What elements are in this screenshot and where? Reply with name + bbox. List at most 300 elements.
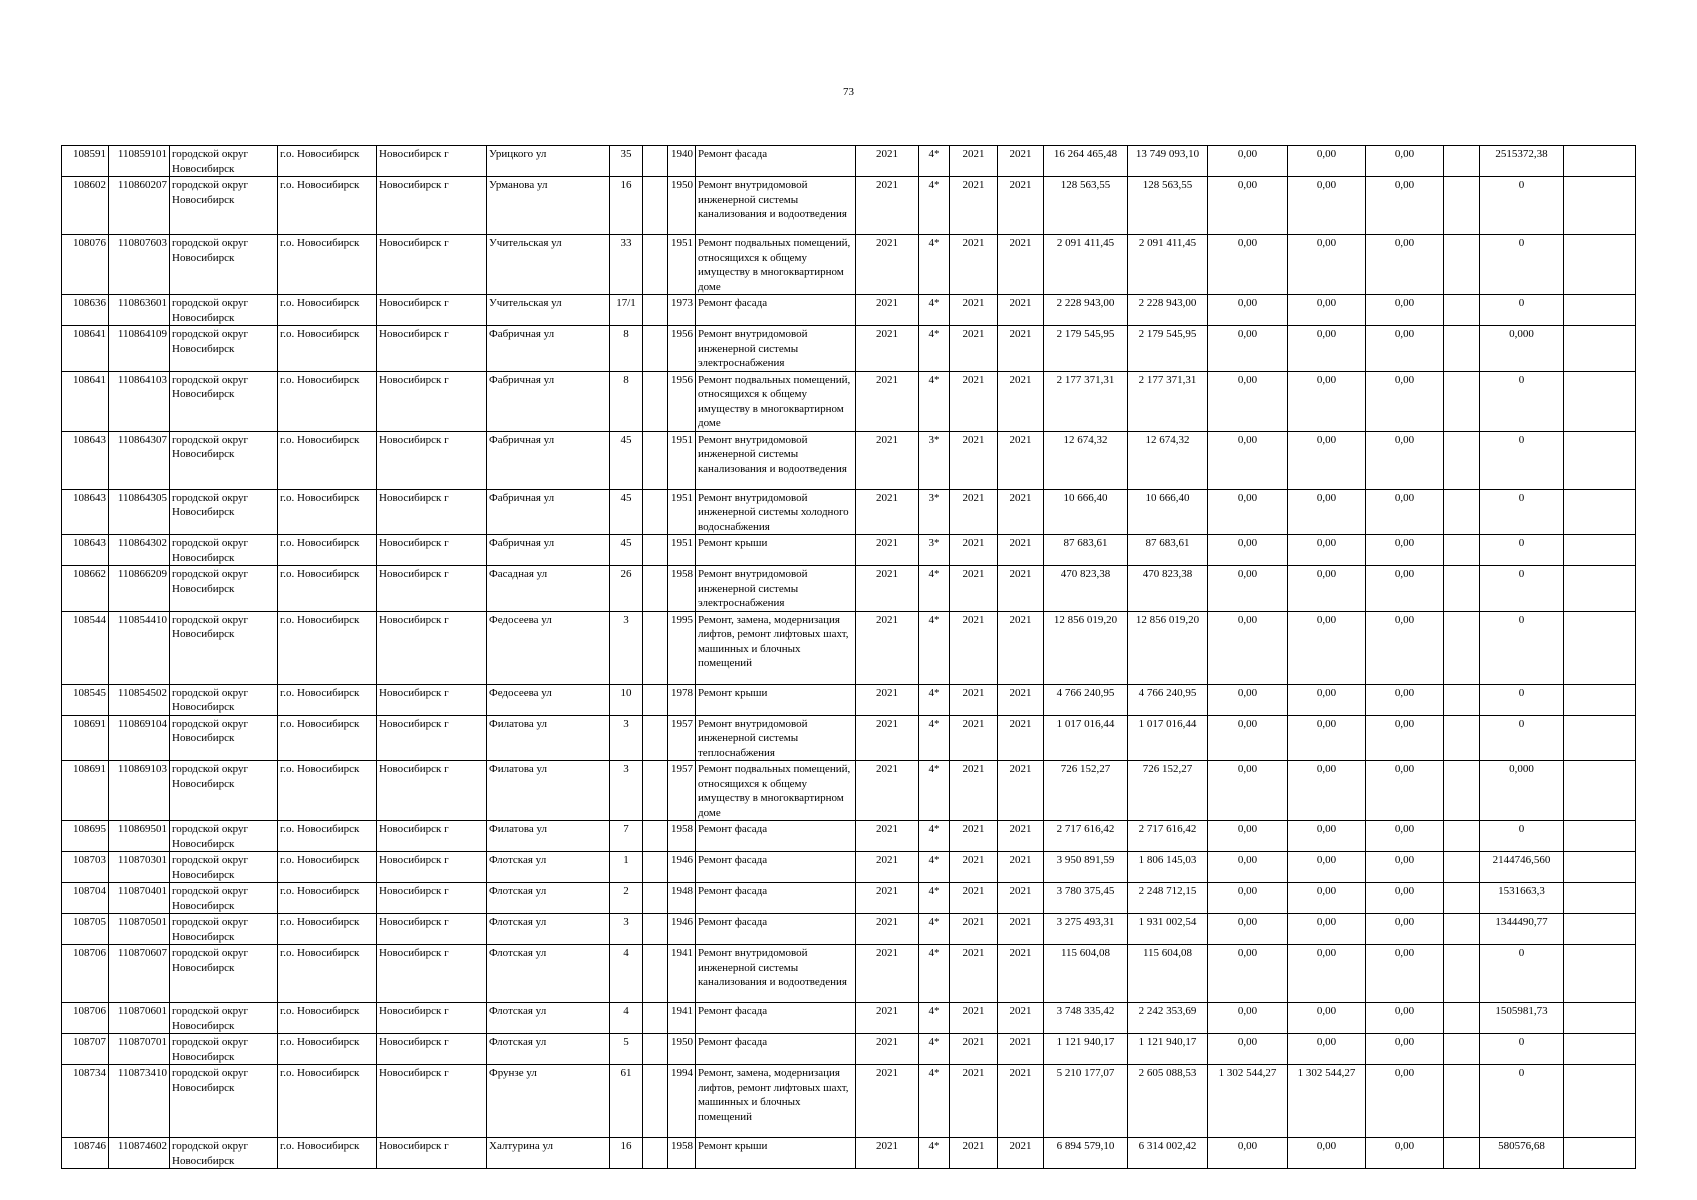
cell-fund-cost: 2 248 712,15 [1128, 883, 1208, 914]
cell-code: 110860207 [109, 177, 170, 235]
cell-city: Новосибирск г [377, 1065, 487, 1138]
cell-district: городской округ Новосибирск [170, 146, 278, 177]
cell-city: Новосибирск г [377, 326, 487, 372]
cell-municipality: г.о. Новосибирск [278, 295, 377, 326]
cell-id: 108643 [62, 431, 109, 489]
cell-last [1564, 295, 1636, 326]
cell-c3: 0,00 [1366, 914, 1444, 945]
cell-street: Филатова ул [487, 715, 610, 761]
cell-street: Фасадная ул [487, 566, 610, 612]
cell-category: 4* [919, 146, 950, 177]
cell-plan-year: 2021 [856, 821, 919, 852]
cell-other: 1531663,3 [1480, 883, 1564, 914]
cell-code: 110873410 [109, 1065, 170, 1138]
cell-plan-year: 2021 [856, 914, 919, 945]
cell-year-built: 1957 [668, 761, 696, 821]
cell-end-year: 2021 [998, 914, 1044, 945]
cell-house: 45 [610, 489, 643, 535]
cell-district: городской округ Новосибирск [170, 852, 278, 883]
cell-work: Ремонт внутридомовой инженерной системы канализования и водоотведения [696, 431, 856, 489]
cell-code: 110870301 [109, 852, 170, 883]
cell-last [1564, 914, 1636, 945]
cell-total-cost: 726 152,27 [1044, 761, 1128, 821]
cell-code: 110869104 [109, 715, 170, 761]
cell-code: 110866209 [109, 566, 170, 612]
cell-end-year: 2021 [998, 295, 1044, 326]
cell-id: 108734 [62, 1065, 109, 1138]
cell-house: 4 [610, 945, 643, 1003]
table-row [62, 431, 1636, 489]
cell-city: Новосибирск г [377, 566, 487, 612]
cell-year-built: 1958 [668, 1138, 696, 1169]
cell-c1: 0,00 [1208, 852, 1288, 883]
cell-code: 110864305 [109, 489, 170, 535]
cell-district: городской округ Новосибирск [170, 326, 278, 372]
cell-other: 0 [1480, 611, 1564, 684]
cell-street: Федосеева ул [487, 684, 610, 715]
cell-end-year: 2021 [998, 684, 1044, 715]
cell-total-cost: 4 766 240,95 [1044, 684, 1128, 715]
table-row [62, 177, 1636, 235]
page-number: 73 [843, 86, 854, 98]
cell-c1: 0,00 [1208, 371, 1288, 431]
cell-year-built: 1941 [668, 1003, 696, 1034]
cell-start-year: 2021 [950, 821, 998, 852]
cell-last [1564, 715, 1636, 761]
cell-house: 5 [610, 1034, 643, 1065]
cell-building [643, 761, 668, 821]
table-row [62, 535, 1636, 566]
cell-district: городской округ Новосибирск [170, 821, 278, 852]
cell-id: 108703 [62, 852, 109, 883]
cell-street: Учительская ул [487, 235, 610, 295]
cell-street: Учительская ул [487, 295, 610, 326]
cell-c3: 0,00 [1366, 235, 1444, 295]
cell-total-cost: 470 823,38 [1044, 566, 1128, 612]
cell-street: Фабричная ул [487, 489, 610, 535]
cell-category: 4* [919, 761, 950, 821]
cell-code: 110807603 [109, 235, 170, 295]
cell-c4 [1444, 1034, 1480, 1065]
cell-total-cost: 128 563,55 [1044, 177, 1128, 235]
cell-id: 108746 [62, 1138, 109, 1169]
cell-district: городской округ Новосибирск [170, 684, 278, 715]
cell-municipality: г.о. Новосибирск [278, 535, 377, 566]
cell-c1: 0,00 [1208, 431, 1288, 489]
cell-code: 110864109 [109, 326, 170, 372]
cell-municipality: г.о. Новосибирск [278, 371, 377, 431]
cell-start-year: 2021 [950, 431, 998, 489]
cell-last [1564, 177, 1636, 235]
cell-house: 3 [610, 715, 643, 761]
cell-district: городской округ Новосибирск [170, 1065, 278, 1138]
cell-c2: 1 302 544,27 [1288, 1065, 1366, 1138]
cell-street: Флотская ул [487, 1003, 610, 1034]
cell-c1: 0,00 [1208, 146, 1288, 177]
cell-city: Новосибирск г [377, 883, 487, 914]
cell-plan-year: 2021 [856, 1003, 919, 1034]
cell-start-year: 2021 [950, 566, 998, 612]
cell-city: Новосибирск г [377, 146, 487, 177]
cell-fund-cost: 2 242 353,69 [1128, 1003, 1208, 1034]
cell-street: Флотская ул [487, 914, 610, 945]
cell-c1: 0,00 [1208, 1003, 1288, 1034]
cell-other: 0 [1480, 235, 1564, 295]
cell-id: 108704 [62, 883, 109, 914]
cell-city: Новосибирск г [377, 1138, 487, 1169]
cell-plan-year: 2021 [856, 1065, 919, 1138]
cell-city: Новосибирск г [377, 535, 487, 566]
cell-year-built: 1951 [668, 489, 696, 535]
cell-id: 108641 [62, 326, 109, 372]
cell-year-built: 1994 [668, 1065, 696, 1138]
cell-street: Фабричная ул [487, 431, 610, 489]
cell-c3: 0,00 [1366, 1138, 1444, 1169]
cell-house: 17/1 [610, 295, 643, 326]
cell-total-cost: 1 017 016,44 [1044, 715, 1128, 761]
cell-c2: 0,00 [1288, 431, 1366, 489]
cell-other: 0 [1480, 684, 1564, 715]
cell-c3: 0,00 [1366, 535, 1444, 566]
cell-category: 4* [919, 945, 950, 1003]
cell-id: 108691 [62, 761, 109, 821]
cell-fund-cost: 2 177 371,31 [1128, 371, 1208, 431]
cell-fund-cost: 10 666,40 [1128, 489, 1208, 535]
cell-fund-cost: 115 604,08 [1128, 945, 1208, 1003]
cell-other: 0 [1480, 489, 1564, 535]
cell-id: 108705 [62, 914, 109, 945]
cell-id: 108662 [62, 566, 109, 612]
cell-end-year: 2021 [998, 715, 1044, 761]
cell-building [643, 326, 668, 372]
cell-end-year: 2021 [998, 611, 1044, 684]
table-row [62, 761, 1636, 821]
cell-last [1564, 371, 1636, 431]
table-row [62, 295, 1636, 326]
cell-category: 3* [919, 431, 950, 489]
cell-c2: 0,00 [1288, 1138, 1366, 1169]
cell-total-cost: 2 091 411,45 [1044, 235, 1128, 295]
cell-code: 110854410 [109, 611, 170, 684]
cell-start-year: 2021 [950, 945, 998, 1003]
cell-year-built: 1946 [668, 914, 696, 945]
cell-c3: 0,00 [1366, 945, 1444, 1003]
cell-house: 45 [610, 535, 643, 566]
cell-c2: 0,00 [1288, 295, 1366, 326]
cell-start-year: 2021 [950, 1034, 998, 1065]
table-row [62, 611, 1636, 684]
cell-fund-cost: 6 314 002,42 [1128, 1138, 1208, 1169]
cell-id: 108641 [62, 371, 109, 431]
cell-work: Ремонт фасада [696, 295, 856, 326]
cell-c4 [1444, 945, 1480, 1003]
cell-house: 61 [610, 1065, 643, 1138]
cell-work: Ремонт фасада [696, 1034, 856, 1065]
cell-id: 108076 [62, 235, 109, 295]
cell-city: Новосибирск г [377, 852, 487, 883]
repair-registry-table [61, 145, 1636, 1169]
cell-c1: 0,00 [1208, 761, 1288, 821]
cell-municipality: г.о. Новосибирск [278, 326, 377, 372]
cell-category: 4* [919, 611, 950, 684]
cell-code: 110870701 [109, 1034, 170, 1065]
cell-c2: 0,00 [1288, 1003, 1366, 1034]
cell-category: 4* [919, 295, 950, 326]
cell-building [643, 684, 668, 715]
cell-c1: 0,00 [1208, 945, 1288, 1003]
cell-end-year: 2021 [998, 1003, 1044, 1034]
cell-city: Новосибирск г [377, 914, 487, 945]
cell-municipality: г.о. Новосибирск [278, 1138, 377, 1169]
cell-c3: 0,00 [1366, 566, 1444, 612]
cell-building [643, 566, 668, 612]
cell-municipality: г.о. Новосибирск [278, 177, 377, 235]
cell-municipality: г.о. Новосибирск [278, 235, 377, 295]
cell-total-cost: 10 666,40 [1044, 489, 1128, 535]
cell-start-year: 2021 [950, 611, 998, 684]
cell-total-cost: 6 894 579,10 [1044, 1138, 1128, 1169]
cell-total-cost: 3 275 493,31 [1044, 914, 1128, 945]
cell-street: Флотская ул [487, 1034, 610, 1065]
cell-fund-cost: 470 823,38 [1128, 566, 1208, 612]
cell-house: 4 [610, 1003, 643, 1034]
cell-street: Флотская ул [487, 852, 610, 883]
cell-start-year: 2021 [950, 715, 998, 761]
cell-end-year: 2021 [998, 852, 1044, 883]
cell-plan-year: 2021 [856, 1138, 919, 1169]
cell-city: Новосибирск г [377, 945, 487, 1003]
cell-house: 2 [610, 883, 643, 914]
cell-start-year: 2021 [950, 235, 998, 295]
cell-c3: 0,00 [1366, 715, 1444, 761]
cell-building [643, 1138, 668, 1169]
cell-end-year: 2021 [998, 1065, 1044, 1138]
cell-building [643, 371, 668, 431]
cell-house: 16 [610, 177, 643, 235]
cell-c4 [1444, 431, 1480, 489]
cell-municipality: г.о. Новосибирск [278, 852, 377, 883]
cell-fund-cost: 12 674,32 [1128, 431, 1208, 489]
cell-c4 [1444, 566, 1480, 612]
cell-start-year: 2021 [950, 146, 998, 177]
cell-year-built: 1958 [668, 821, 696, 852]
cell-code: 110874602 [109, 1138, 170, 1169]
cell-start-year: 2021 [950, 535, 998, 566]
cell-last [1564, 945, 1636, 1003]
cell-category: 3* [919, 535, 950, 566]
cell-municipality: г.о. Новосибирск [278, 1065, 377, 1138]
cell-work: Ремонт, замена, модернизация лифтов, ремонт лифтовых шахт, машинных и блочных помещений [696, 611, 856, 684]
cell-fund-cost: 87 683,61 [1128, 535, 1208, 566]
cell-end-year: 2021 [998, 821, 1044, 852]
cell-last [1564, 1065, 1636, 1138]
cell-building [643, 235, 668, 295]
cell-c4 [1444, 761, 1480, 821]
cell-district: городской округ Новосибирск [170, 371, 278, 431]
cell-year-built: 1956 [668, 371, 696, 431]
cell-c3: 0,00 [1366, 684, 1444, 715]
cell-id: 108695 [62, 821, 109, 852]
cell-year-built: 1940 [668, 146, 696, 177]
cell-building [643, 431, 668, 489]
cell-city: Новосибирск г [377, 1003, 487, 1034]
cell-c4 [1444, 852, 1480, 883]
cell-id: 108545 [62, 684, 109, 715]
cell-district: городской округ Новосибирск [170, 883, 278, 914]
cell-work: Ремонт фасада [696, 914, 856, 945]
cell-c3: 0,00 [1366, 326, 1444, 372]
cell-fund-cost: 2 228 943,00 [1128, 295, 1208, 326]
cell-plan-year: 2021 [856, 883, 919, 914]
cell-district: городской округ Новосибирск [170, 235, 278, 295]
cell-building [643, 489, 668, 535]
table-row [62, 371, 1636, 431]
cell-plan-year: 2021 [856, 177, 919, 235]
cell-end-year: 2021 [998, 761, 1044, 821]
cell-total-cost: 5 210 177,07 [1044, 1065, 1128, 1138]
cell-other: 580576,68 [1480, 1138, 1564, 1169]
cell-category: 4* [919, 177, 950, 235]
cell-category: 4* [919, 914, 950, 945]
cell-c2: 0,00 [1288, 761, 1366, 821]
cell-other: 0 [1480, 715, 1564, 761]
cell-start-year: 2021 [950, 1003, 998, 1034]
cell-house: 3 [610, 914, 643, 945]
cell-code: 110859101 [109, 146, 170, 177]
cell-building [643, 821, 668, 852]
cell-street: Урицкого ул [487, 146, 610, 177]
cell-c1: 0,00 [1208, 684, 1288, 715]
cell-total-cost: 1 121 940,17 [1044, 1034, 1128, 1065]
cell-district: городской округ Новосибирск [170, 566, 278, 612]
cell-id: 108643 [62, 489, 109, 535]
cell-work: Ремонт фасада [696, 883, 856, 914]
cell-code: 110863601 [109, 295, 170, 326]
cell-c2: 0,00 [1288, 535, 1366, 566]
cell-municipality: г.о. Новосибирск [278, 945, 377, 1003]
cell-other: 0 [1480, 535, 1564, 566]
cell-end-year: 2021 [998, 177, 1044, 235]
cell-category: 4* [919, 566, 950, 612]
cell-start-year: 2021 [950, 177, 998, 235]
cell-total-cost: 12 674,32 [1044, 431, 1128, 489]
table-row [62, 1003, 1636, 1034]
cell-end-year: 2021 [998, 945, 1044, 1003]
cell-city: Новосибирск г [377, 715, 487, 761]
cell-end-year: 2021 [998, 883, 1044, 914]
cell-building [643, 852, 668, 883]
cell-street: Филатова ул [487, 761, 610, 821]
cell-end-year: 2021 [998, 535, 1044, 566]
cell-house: 3 [610, 761, 643, 821]
cell-c4 [1444, 1138, 1480, 1169]
cell-c2: 0,00 [1288, 945, 1366, 1003]
cell-code: 110869103 [109, 761, 170, 821]
cell-c4 [1444, 1065, 1480, 1138]
cell-municipality: г.о. Новосибирск [278, 566, 377, 612]
cell-other: 1344490,77 [1480, 914, 1564, 945]
cell-fund-cost: 2 717 616,42 [1128, 821, 1208, 852]
cell-id: 108691 [62, 715, 109, 761]
cell-c1: 0,00 [1208, 611, 1288, 684]
cell-plan-year: 2021 [856, 535, 919, 566]
cell-category: 4* [919, 1034, 950, 1065]
cell-other: 0 [1480, 1034, 1564, 1065]
cell-end-year: 2021 [998, 489, 1044, 535]
cell-street: Филатова ул [487, 821, 610, 852]
cell-start-year: 2021 [950, 295, 998, 326]
cell-building [643, 914, 668, 945]
cell-c1: 0,00 [1208, 821, 1288, 852]
cell-category: 4* [919, 371, 950, 431]
cell-year-built: 1958 [668, 566, 696, 612]
cell-street: Урманова ул [487, 177, 610, 235]
cell-building [643, 295, 668, 326]
cell-c4 [1444, 684, 1480, 715]
cell-start-year: 2021 [950, 326, 998, 372]
cell-plan-year: 2021 [856, 761, 919, 821]
cell-year-built: 1941 [668, 945, 696, 1003]
cell-municipality: г.о. Новосибирск [278, 611, 377, 684]
table-row [62, 235, 1636, 295]
cell-end-year: 2021 [998, 1034, 1044, 1065]
cell-district: городской округ Новосибирск [170, 945, 278, 1003]
cell-c3: 0,00 [1366, 177, 1444, 235]
cell-code: 110870601 [109, 1003, 170, 1034]
cell-municipality: г.о. Новосибирск [278, 146, 377, 177]
cell-last [1564, 852, 1636, 883]
cell-c4 [1444, 489, 1480, 535]
cell-building [643, 715, 668, 761]
cell-end-year: 2021 [998, 235, 1044, 295]
cell-total-cost: 2 177 371,31 [1044, 371, 1128, 431]
cell-c1: 0,00 [1208, 1034, 1288, 1065]
cell-plan-year: 2021 [856, 146, 919, 177]
cell-category: 4* [919, 852, 950, 883]
cell-start-year: 2021 [950, 883, 998, 914]
cell-c2: 0,00 [1288, 883, 1366, 914]
cell-last [1564, 1003, 1636, 1034]
cell-year-built: 1950 [668, 177, 696, 235]
cell-building [643, 1003, 668, 1034]
cell-start-year: 2021 [950, 761, 998, 821]
cell-year-built: 1951 [668, 235, 696, 295]
table-row [62, 945, 1636, 1003]
cell-city: Новосибирск г [377, 821, 487, 852]
cell-c2: 0,00 [1288, 489, 1366, 535]
cell-fund-cost: 1 017 016,44 [1128, 715, 1208, 761]
cell-work: Ремонт внутридомовой инженерной системы канализования и водоотведения [696, 945, 856, 1003]
cell-last [1564, 1138, 1636, 1169]
cell-street: Федосеева ул [487, 611, 610, 684]
cell-last [1564, 611, 1636, 684]
cell-last [1564, 1034, 1636, 1065]
table-row [62, 883, 1636, 914]
cell-municipality: г.о. Новосибирск [278, 883, 377, 914]
cell-house: 8 [610, 371, 643, 431]
cell-district: городской округ Новосибирск [170, 1138, 278, 1169]
cell-total-cost: 3 950 891,59 [1044, 852, 1128, 883]
cell-city: Новосибирск г [377, 684, 487, 715]
cell-work: Ремонт крыши [696, 535, 856, 566]
cell-municipality: г.о. Новосибирск [278, 761, 377, 821]
cell-code: 110864307 [109, 431, 170, 489]
cell-plan-year: 2021 [856, 611, 919, 684]
cell-house: 33 [610, 235, 643, 295]
cell-work: Ремонт подвальных помещений, относящихся к общему имуществу в многоквартирном доме [696, 371, 856, 431]
cell-plan-year: 2021 [856, 295, 919, 326]
cell-c3: 0,00 [1366, 489, 1444, 535]
